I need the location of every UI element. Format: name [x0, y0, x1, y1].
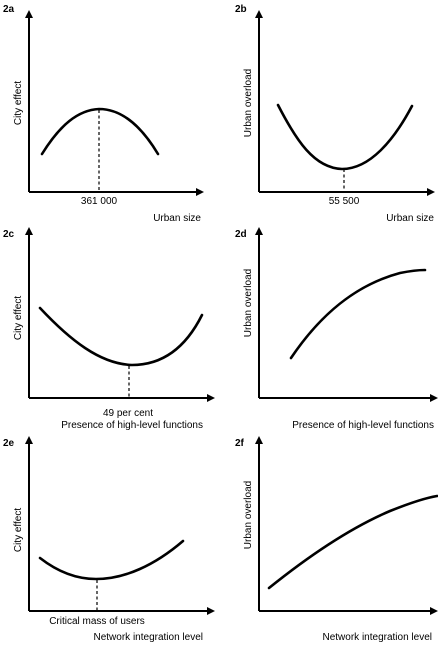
panel-2e	[3, 438, 211, 643]
x-axis-label: Urban size	[153, 213, 201, 224]
marker-label: 55 500	[328, 196, 360, 207]
panel-2c	[3, 229, 211, 431]
x-axis-label: Network integration level	[322, 632, 432, 643]
panel-2a	[3, 4, 201, 224]
panel-label: 2f	[235, 438, 244, 449]
panel-2b	[235, 4, 434, 224]
y-axis-label: City effect	[13, 295, 24, 341]
curve	[42, 109, 158, 154]
panel-label: 2b	[235, 4, 247, 15]
curve	[278, 105, 412, 169]
y-axis-label: Urban overload	[243, 268, 254, 338]
x-axis-label: Network integration level	[93, 632, 203, 643]
x-axis-label: Urban size	[386, 213, 434, 224]
panel-label: 2e	[3, 438, 15, 449]
panel-label: 2d	[235, 229, 247, 240]
y-axis-label: Urban overload	[243, 68, 254, 138]
panel-label: 2c	[3, 229, 15, 240]
curve	[40, 541, 183, 579]
y-axis-label: City effect	[13, 507, 24, 553]
panel-label: 2a	[3, 4, 15, 15]
curve	[40, 308, 202, 365]
y-axis-label: Urban overload	[243, 480, 254, 550]
curve	[291, 270, 425, 358]
marker-label: Critical mass of users	[49, 616, 145, 627]
y-axis-label: City effect	[13, 80, 24, 126]
curve	[269, 496, 437, 588]
panel-2d	[235, 229, 434, 431]
panel-2f	[235, 438, 437, 643]
marker-label: 49 per cent	[102, 408, 154, 419]
x-axis-label: Presence of high-level functions	[292, 420, 434, 431]
marker-label: 361 000	[80, 196, 118, 207]
x-axis-label: Presence of high-level functions	[61, 420, 203, 431]
